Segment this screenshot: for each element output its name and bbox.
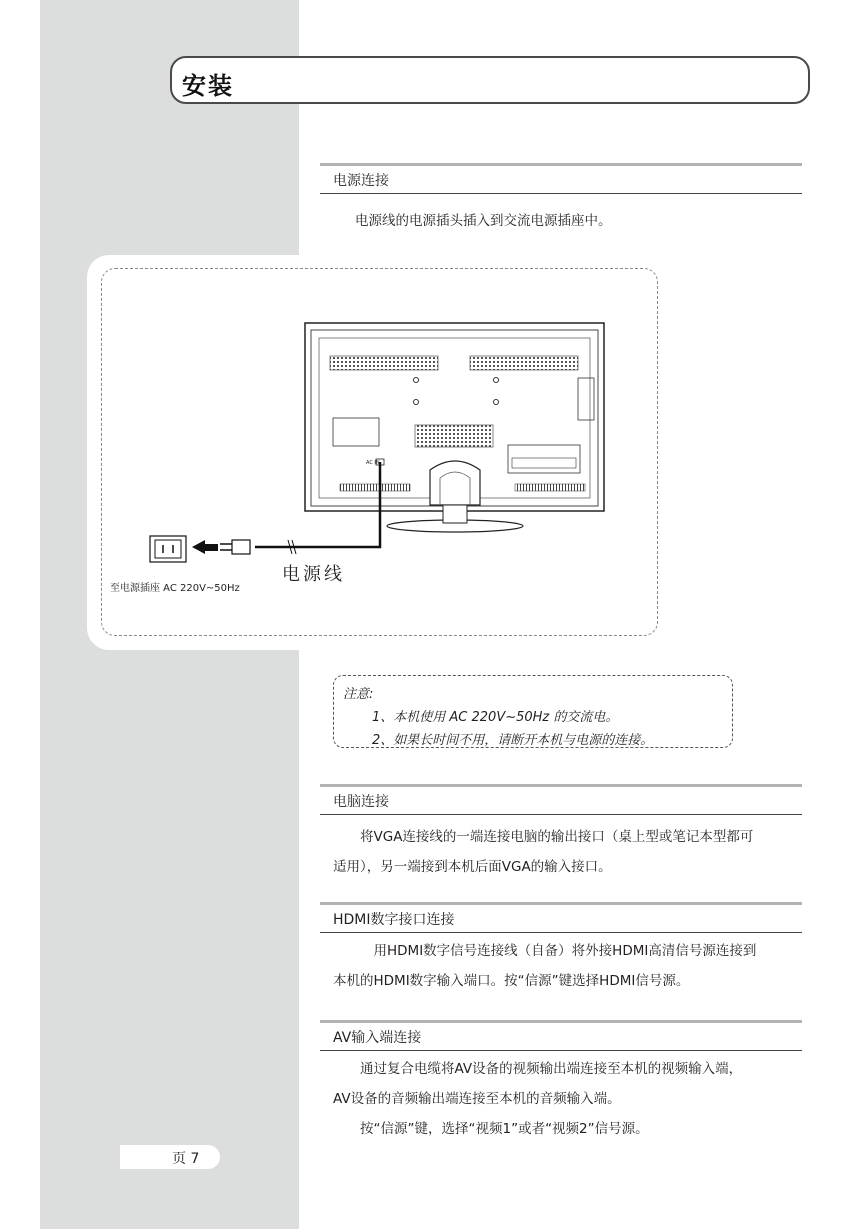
hdmi-description xyxy=(333,936,803,996)
page-title: 安装 xyxy=(182,72,234,100)
center-vent xyxy=(415,425,493,447)
top-vent-right xyxy=(470,356,578,370)
note-item: 2、如果长时间不用，请断开本机与电源的连接。 xyxy=(372,733,654,748)
section-rule-bottom xyxy=(320,1050,802,1051)
hdmi-line: 本机的HDMI数字输入端口。按“信源”键选择HDMI信号源。 xyxy=(333,973,690,989)
pc-line: 适用），另一端接到本机后面VGA的输入接口。 xyxy=(333,859,612,875)
section-rule-top xyxy=(320,902,802,905)
power-section-title: 电源连接 xyxy=(333,173,389,189)
note-box xyxy=(333,675,733,748)
top-vent-left xyxy=(330,356,438,370)
av-line: 通过复合电缆将AV设备的视频输出端连接至本机的视频输入端， xyxy=(360,1061,743,1077)
av-section-title: AV输入端连接 xyxy=(333,1030,422,1046)
av-line: AV设备的音频输出端连接至本机的音频输入端。 xyxy=(333,1091,621,1107)
hdmi-line: 用HDMI数字信号连接线（自备）将外接HDMI高清信号源连接到 xyxy=(373,943,757,959)
page-number-tab xyxy=(120,1145,220,1169)
power-cord-label: 电源线 xyxy=(282,564,345,585)
ac-port-label: AC IN xyxy=(366,460,380,466)
section-rule-top xyxy=(320,784,802,787)
hdmi-section-title: HDMI数字接口连接 xyxy=(333,912,455,928)
pc-line: 将VGA连接线的一端连接电脑的输出接口（桌上型或笔记本型都可 xyxy=(360,829,754,845)
pc-description xyxy=(333,822,803,882)
av-line: 按“信源”键，选择“视频1”或者“视频2”信号源。 xyxy=(360,1121,649,1137)
note-item: 1、本机使用 AC 220V~50Hz 的交流电。 xyxy=(372,710,619,725)
socket-label: 至电源插座 AC 220V~50Hz xyxy=(110,583,240,594)
page-number: 页 7 xyxy=(172,1151,200,1167)
power-description: 电源线的电源插头插入到交流电源插座中。 xyxy=(355,213,612,229)
av-description xyxy=(333,1054,803,1144)
section-rule-top xyxy=(320,1020,802,1023)
note-title: 注意: xyxy=(343,687,374,702)
section-rule-bottom xyxy=(320,814,802,815)
plug-arrow-icon xyxy=(192,540,218,554)
tv-stand xyxy=(430,461,480,505)
power-plug xyxy=(232,540,250,554)
pc-section-title: 电脑连接 xyxy=(333,794,389,810)
section-rule-bottom xyxy=(320,932,802,933)
